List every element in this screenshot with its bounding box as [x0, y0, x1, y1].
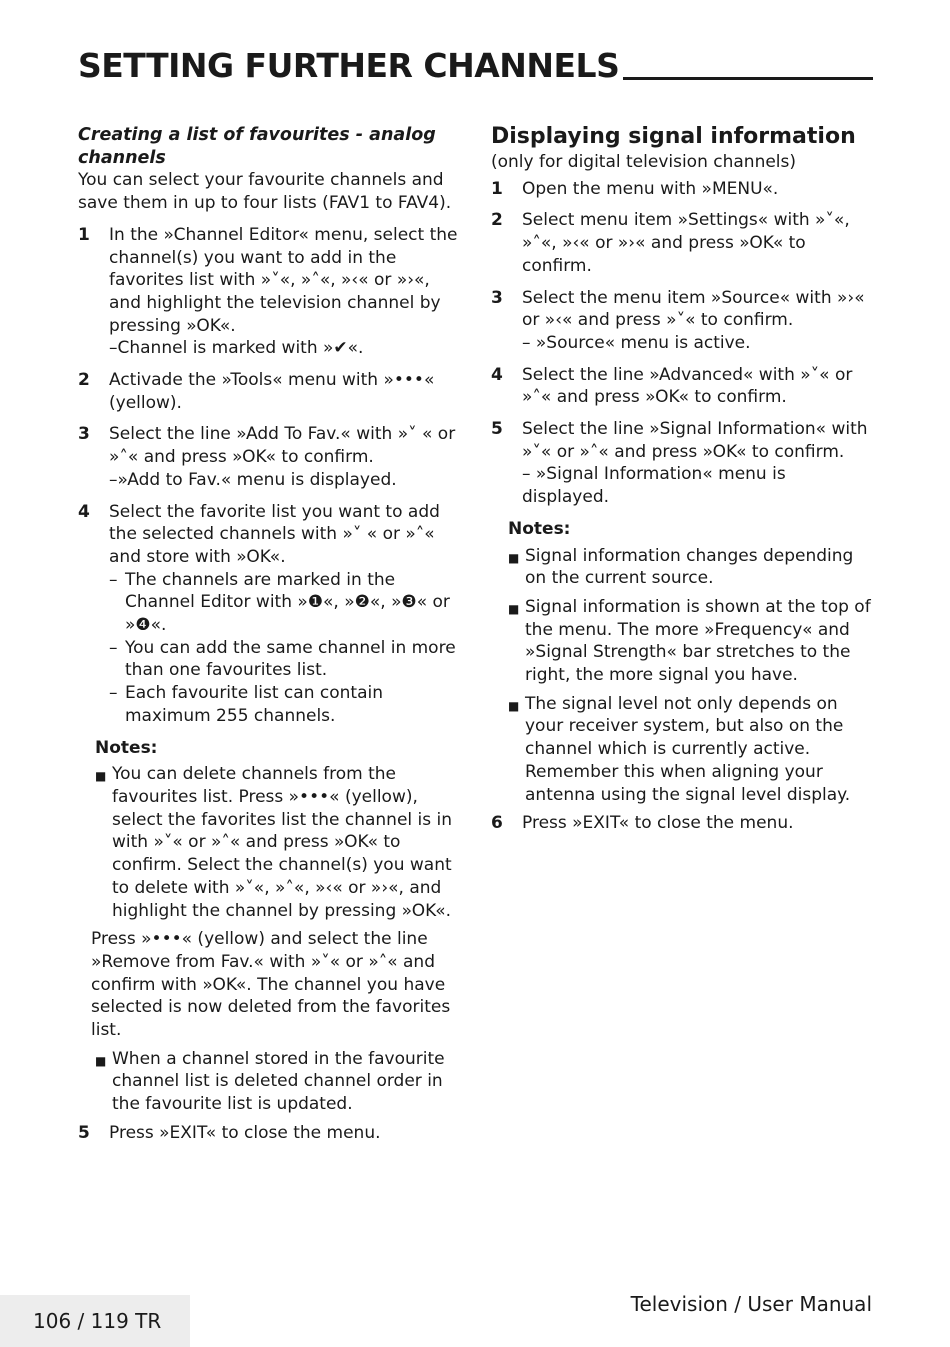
step-number: 2 — [78, 370, 90, 391]
step-text: Activade the »Tools« menu with »•••« (yellow). — [109, 370, 435, 413]
step-number: 3 — [491, 287, 503, 308]
page-title: SETTING FURTHER CHANNELS — [78, 46, 620, 85]
right-column — [491, 122, 876, 844]
step-item — [78, 501, 463, 728]
step-item — [78, 1122, 463, 1145]
step-number: 5 — [78, 1122, 90, 1143]
step-number: 4 — [78, 501, 90, 522]
step-number: 5 — [491, 419, 503, 440]
step-item — [491, 418, 876, 509]
page-number: 106 / 119 TR — [33, 1309, 162, 1333]
notes-block — [508, 518, 876, 806]
step-item — [491, 364, 876, 409]
dash-item: – Each favourite list can contain maximum 255 channels. — [109, 683, 383, 726]
note-item: ■ The signal level not only depends on your receiver system, but also on the channel which is currently active. Remember this when aligning your antenna using the signal level display. — [508, 693, 851, 805]
step-item — [78, 224, 463, 360]
signal-info-intro: (only for digital television channels) — [491, 152, 797, 172]
notes-label: Notes: — [95, 737, 158, 758]
step-number: 6 — [491, 813, 503, 834]
step-item — [491, 287, 876, 355]
manual-title: Television / User Manual — [630, 1292, 872, 1316]
note-item: ■ Signal information is shown at the top of the menu. The more »Frequency« and »Signal Strength« bar stretches to the right, the more signal you have. — [508, 596, 871, 686]
step-text: Select the line »Advanced« with »˅« or »˄« and press »OK« to confirm. — [522, 364, 853, 408]
step-number: 4 — [491, 364, 503, 385]
step-item — [491, 209, 876, 277]
step-item — [491, 812, 876, 835]
square-bullet-icon: ■ — [508, 550, 520, 565]
step-number: 1 — [78, 224, 90, 245]
signal-info-heading: Displaying signal information — [491, 124, 856, 149]
step-result: – »Source« menu is active. — [522, 332, 751, 353]
step-result: –Channel is marked with »✔«. — [109, 338, 364, 359]
note-item: ■ When a channel stored in the favourite channel list is deleted channel order in the favourite list is updated. — [95, 1048, 445, 1115]
step-result: – »Signal Information« menu is displayed. — [522, 464, 786, 508]
page-title-bar — [78, 44, 873, 84]
note-continuation: Press »•••« (yellow) and select the line »Remove from Fav.« with »˅« or »˄« and confirm with »OK«. The channel you have selected is now deleted from the favorites list. — [91, 929, 451, 1041]
notes-block — [91, 737, 463, 1116]
dash-item: – You can add the same channel in more than one favourites list. — [109, 637, 456, 681]
step-item — [491, 178, 876, 201]
step-item — [78, 423, 463, 491]
square-bullet-icon: ■ — [508, 601, 520, 616]
step-text: Press »EXIT« to close the menu. — [109, 1122, 381, 1143]
square-bullet-icon: ■ — [508, 698, 520, 713]
dash-item: – The channels are marked in the Channel Editor with »❶«, »❷«, »❸« or »❹«. — [109, 569, 450, 636]
step-text: Select the line »Signal Information« with »˅« or »˄« and press »OK« to confirm. — [522, 419, 868, 462]
step-text: Open the menu with »MENU«. — [522, 178, 779, 199]
step-text: Select menu item »Settings« with »˅«, »˄«, »‹« or »›« and press »OK« to confirm. — [522, 210, 850, 276]
step-text: Press »EXIT« to close the menu. — [522, 813, 794, 834]
step-text: Select the line »Add To Fav.« with »˅ « or »˄« and press »OK« to confirm. — [109, 424, 456, 468]
step-text: Select the favorite list you want to add the selected channels with »˅ « or »˄« and store with »OK«. — [109, 501, 440, 567]
square-bullet-icon: ■ — [95, 769, 107, 784]
left-column — [78, 122, 463, 1154]
note-item: ■ Signal information changes depending on the current source. — [508, 545, 854, 589]
step-text: Select the menu item »Source« with »›« or »‹« and press »˅« to confirm. — [522, 287, 865, 331]
note-item: ■ You can delete channels from the favourites list. Press »•••« (yellow), select the favorites list the channel is in with »˅« or »˄« and press »OK« to confirm. Select the channel(s) you want to delete with »˅«, »˄«, »‹« or »›«, and highlight the channel by pressing »OK«. — [95, 764, 453, 921]
square-bullet-icon: ■ — [95, 1053, 107, 1068]
notes-label: Notes: — [508, 518, 571, 539]
step-item — [78, 369, 463, 414]
title-rule — [623, 77, 873, 80]
favourites-subheading: Creating a list of favourites - analog channels — [78, 125, 436, 168]
step-number: 1 — [491, 178, 503, 199]
step-number: 3 — [78, 424, 90, 445]
step-number: 2 — [491, 210, 503, 231]
step-text: In the »Channel Editor« menu, select the channel(s) you want to add in the favorites list with »˅«, »˄«, »‹« or »›«, and highlight the television channel by pressing »OK«. — [109, 224, 458, 336]
favourites-intro: You can select your favourite channels and save them in up to four lists (FAV1 to FAV4). — [78, 170, 452, 214]
step-result: –»Add to Fav.« menu is displayed. — [109, 469, 397, 490]
